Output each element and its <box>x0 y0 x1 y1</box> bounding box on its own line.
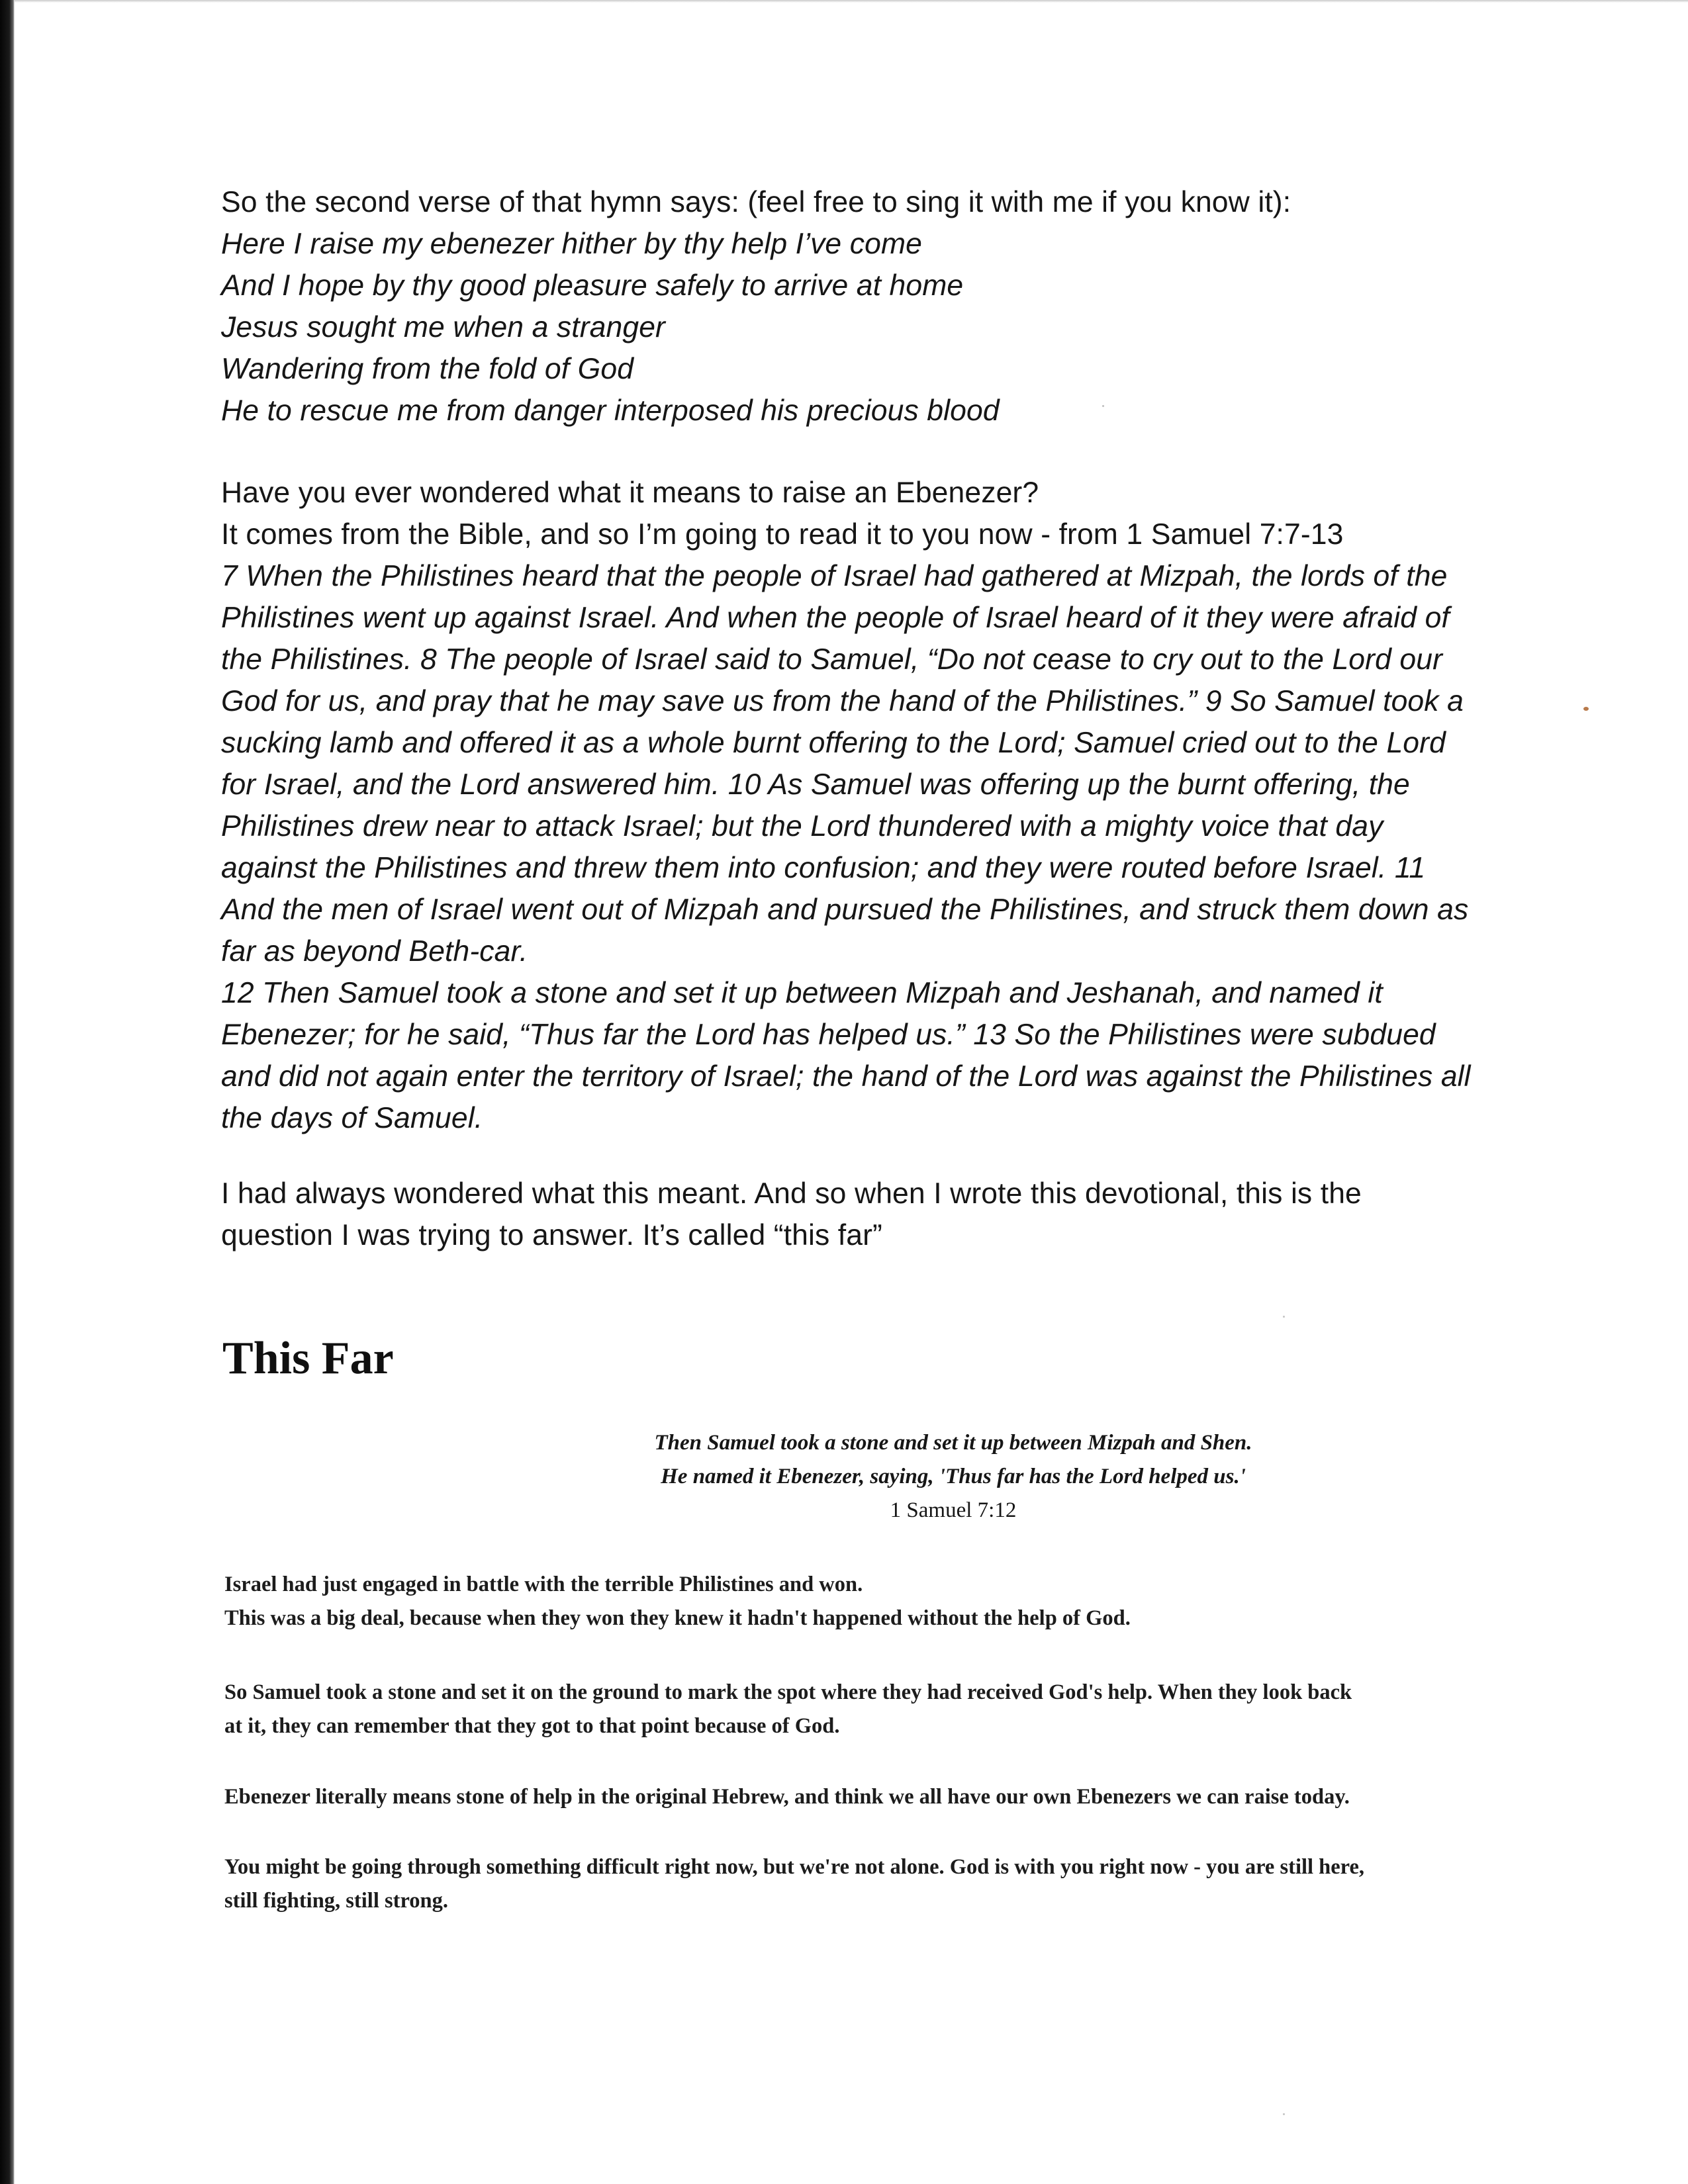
scripture-line: Ebenezer; for he said, “Thus far the Lord has helped us.” 13 So the Philistines were subdued <box>221 1019 1436 1051</box>
question-line: Have you ever wondered what it means to raise an Ebenezer? <box>221 477 1039 509</box>
paragraph-line: You might be going through something difficult right now, but we're not alone. God is with you right now - you are still here, <box>224 1855 1365 1879</box>
scripture-line: for Israel, and the Lord answered him. 10 As Samuel was offering up the burnt offering, the <box>221 768 1410 801</box>
scan-speck <box>1583 707 1589 711</box>
devotional-paragraph <box>224 1676 1615 1743</box>
devotional-title: This Far <box>222 1333 394 1384</box>
scripture-line: the days of Samuel. <box>221 1102 483 1134</box>
hymn-line: And I hope by thy good pleasure safely to arrive at home <box>221 269 964 302</box>
question-line: It comes from the Bible, and so I’m going to read it to you now - from 1 Samuel 7:7-13 <box>221 518 1344 551</box>
devotional-paragraph <box>224 1780 1615 1814</box>
scripture-line: the Philistines. 8 The people of Israel said to Samuel, “Do not cease to cry out to the Lord our <box>221 643 1443 676</box>
paragraph-line: So Samuel took a stone and set it on the ground to mark the spot where they had received God's help. When they look back <box>224 1680 1352 1704</box>
intro-lead: So the second verse of that hymn says: (feel free to sing it with me if you know it): <box>221 186 1291 218</box>
epigraph-line: He named it Ebenezer, saying, 'Thus far has the Lord helped us.' <box>661 1465 1246 1488</box>
scripture-line: And the men of Israel went out of Mizpah and pursued the Philistines, and struck them down as <box>221 893 1469 926</box>
paragraph-line: This was a big deal, because when they won they knew it hadn't happened without the help of God. <box>224 1606 1131 1630</box>
scripture-line: Philistines drew near to attack Israel; but the Lord thundered with a mighty voice that day <box>221 810 1383 842</box>
hymn-line: Jesus sought me when a stranger <box>221 311 665 343</box>
scripture-section <box>221 472 1565 1139</box>
scripture-line: God for us, and pray that he may save us from the hand of the Philistines.” 9 So Samuel took a <box>221 685 1464 717</box>
reflection-section <box>221 1173 1565 1256</box>
paragraph-line: at it, they can remember that they got to that point because of God. <box>224 1714 840 1738</box>
scripture-line: 7 When the Philistines heard that the people of Israel had gathered at Mizpah, the lords of the <box>221 560 1448 592</box>
scan-speck <box>1283 1316 1285 1318</box>
devotional-paragraph <box>224 1568 1615 1635</box>
reflection-line: I had always wondered what this meant. And so when I wrote this devotional, this is the <box>221 1177 1362 1210</box>
hymn-line: Here I raise my ebenezer hither by thy help I’ve come <box>221 228 922 260</box>
epigraph-line: Then Samuel took a stone and set it up between Mizpah and Shen. <box>654 1431 1252 1455</box>
scripture-line: 12 Then Samuel took a stone and set it up between Mizpah and Jeshanah, and named it <box>221 977 1383 1009</box>
scripture-line: Philistines went up against Israel. And when the people of Israel heard of it they were afraid of <box>221 602 1450 634</box>
intro-section <box>221 181 1565 432</box>
scripture-line: against the Philistines and threw them into confusion; and they were routed before Israel. 11 <box>221 852 1426 884</box>
reflection-line: question I was trying to answer. It’s called “this far” <box>221 1219 882 1251</box>
epigraph <box>463 1426 1443 1527</box>
scan-top-edge <box>15 0 1688 3</box>
devotional-paragraph <box>224 1850 1615 1918</box>
scripture-line: far as beyond Beth-car. <box>221 935 528 968</box>
scan-left-edge <box>0 0 15 2184</box>
scripture-line: sucking lamb and offered it as a whole burnt offering to the Lord; Samuel cried out to the Lord <box>221 727 1446 759</box>
scripture-line: and did not again enter the territory of Israel; the hand of the Lord was against the Philistines all <box>221 1060 1471 1093</box>
scan-speck <box>1283 2113 1285 2115</box>
paragraph-line: Ebenezer literally means stone of help in the original Hebrew, and think we all have our own Ebenezers we can raise today. <box>224 1785 1350 1809</box>
hymn-line: Wandering from the fold of God <box>221 353 634 385</box>
epigraph-reference: 1 Samuel 7:12 <box>890 1498 1017 1522</box>
paragraph-line: Israel had just engaged in battle with the terrible Philistines and won. <box>224 1572 863 1596</box>
paragraph-line: still fighting, still strong. <box>224 1889 448 1913</box>
hymn-line: He to rescue me from danger interposed his precious blood <box>221 394 1000 427</box>
